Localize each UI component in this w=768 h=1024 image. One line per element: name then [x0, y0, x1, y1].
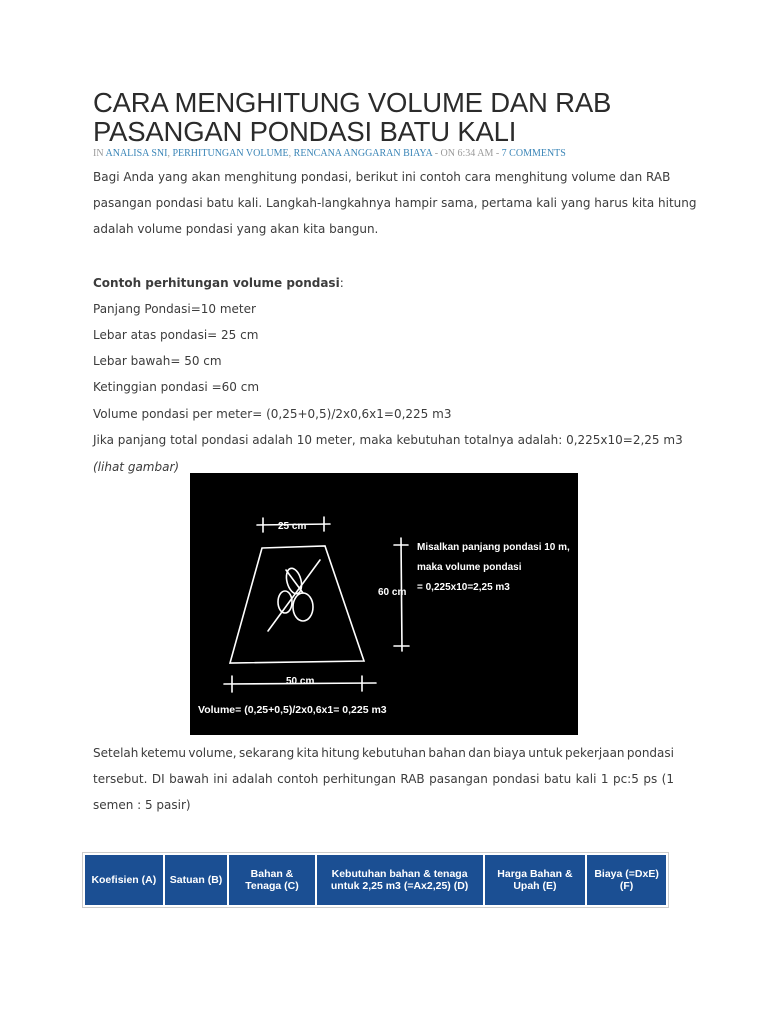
word: pasangan — [429, 772, 488, 786]
meta-date: - ON 6:34 AM - — [432, 148, 502, 159]
header-satuan: Satuan (B) — [165, 855, 228, 905]
word: pc:5 — [612, 772, 639, 786]
category-link-analisa-sni[interactable]: ANALISA SNI — [105, 148, 168, 159]
word: perhitungan — [322, 772, 396, 786]
example-line-volume-per-meter: Volume pondasi per meter= (0,25+0,5)/2x0,6x1=0,225 m3 — [93, 407, 452, 421]
word: sekarang — [238, 746, 295, 760]
word: bawah — [169, 772, 209, 786]
example-line-total: Jika panjang total pondasi adalah 10 meter, maka kebutuhan totalnya adalah: 0,225x10=2,25 m3 — [93, 433, 683, 447]
intro-line: adalah volume pondasi yang akan kita bangun. — [93, 222, 379, 236]
stone-sketch — [293, 593, 313, 621]
word: ini — [213, 772, 228, 786]
volume-formula: Volume= (0,25+0,5)/2x0,6x1= 0,225 m3 — [198, 704, 387, 716]
rab-table-grid — [83, 853, 668, 907]
word: biaya — [493, 746, 526, 760]
word: untuk — [528, 746, 563, 760]
word: pondasi — [626, 746, 674, 760]
header-kebutuhan: Kebutuhan bahan & tenaga untuk 2,25 m3 (=Ax2,25) (D) — [317, 855, 483, 905]
see-image-note: (lihat gambar) — [93, 460, 180, 474]
word: contoh — [277, 772, 319, 786]
word: volume, — [188, 746, 237, 760]
heading-colon: : — [339, 276, 344, 290]
word: tersebut. — [93, 772, 148, 786]
word: kita — [296, 746, 319, 760]
meta-in-label: IN — [93, 148, 104, 159]
word: kali — [575, 772, 597, 786]
word: dan — [468, 746, 491, 760]
stone-sketch-stroke — [286, 570, 303, 593]
stone-sketch-stroke — [268, 560, 320, 631]
bottom-width-label: 50 cm — [286, 676, 315, 687]
note-line-1: Misalkan panjang pondasi 10 m, — [417, 542, 570, 553]
trapezoid-outline — [230, 546, 364, 663]
word: DI — [151, 772, 165, 786]
example-heading: Contoh perhitungan volume pondasi — [93, 276, 340, 290]
example-line-height: Ketinggian pondasi =60 cm — [93, 380, 260, 394]
title-line-2: PASANGAN PONDASI BATU KALI — [93, 116, 517, 147]
header-bahan-tenaga: Bahan & Tenaga (C) — [229, 855, 314, 905]
article-title — [93, 88, 693, 146]
height-label: 60 cm — [378, 587, 407, 598]
word: ketemu — [140, 746, 187, 760]
rab-intro-line-2 — [93, 766, 674, 792]
header-koefisien: Koefisien (A) — [85, 855, 163, 905]
comments-link[interactable]: 7 COMMENTS — [501, 148, 566, 159]
word: (1 — [661, 772, 674, 786]
word: adalah — [232, 772, 273, 786]
word: hitung — [321, 746, 360, 760]
word: pekerjaan — [565, 746, 625, 760]
rab-table — [82, 852, 669, 908]
note-line-2: maka volume pondasi — [417, 562, 522, 573]
category-link-perhitungan-volume[interactable]: PERHITUNGAN VOLUME — [172, 148, 289, 159]
word: ps — [643, 772, 658, 786]
word: RAB — [400, 772, 425, 786]
word: Setelah — [93, 746, 139, 760]
meta-separator: , — [167, 148, 173, 159]
word: kebutuhan — [362, 746, 427, 760]
example-line-top-width: Lebar atas pondasi= 25 cm — [93, 328, 259, 342]
word: batu — [543, 772, 572, 786]
meta-separator: , — [288, 148, 294, 159]
rab-intro-line-1 — [93, 740, 674, 766]
note-line-3: = 0,225x10=2,25 m3 — [417, 582, 510, 593]
word: 1 — [600, 772, 609, 786]
intro-paragraph — [93, 164, 697, 242]
intro-line: Bagi Anda yang akan menghitung pondasi, berikut ini contoh cara menghitung volume dan RAB — [93, 170, 671, 184]
category-link-rab[interactable]: RENCANA ANGGARAN BIAYA — [293, 148, 433, 159]
word: pondasi — [492, 772, 540, 786]
top-width-label: 25 cm — [278, 521, 307, 532]
title-line-1: CARA MENGHITUNG VOLUME DAN RAB — [93, 87, 612, 118]
header-harga: Harga Bahan & Upah (E) — [485, 855, 585, 905]
rab-intro-paragraph — [93, 740, 674, 818]
table-header-row — [85, 855, 666, 905]
example-line-bottom-width: Lebar bawah= 50 cm — [93, 354, 222, 368]
word: bahan — [428, 746, 466, 760]
foundation-diagram-svg — [190, 473, 578, 735]
header-biaya: Biaya (=DxE) (F) — [587, 855, 666, 905]
foundation-diagram — [190, 473, 578, 735]
intro-line: pasangan pondasi batu kali. Langkah-langkahnya hampir sama, pertama kali yang harus kita hitung — [93, 196, 697, 210]
example-line-length: Panjang Pondasi=10 meter — [93, 302, 256, 316]
post-meta — [93, 148, 713, 159]
example-heading-row — [93, 275, 344, 291]
rab-intro-line-3: semen : 5 pasir) — [93, 798, 191, 812]
